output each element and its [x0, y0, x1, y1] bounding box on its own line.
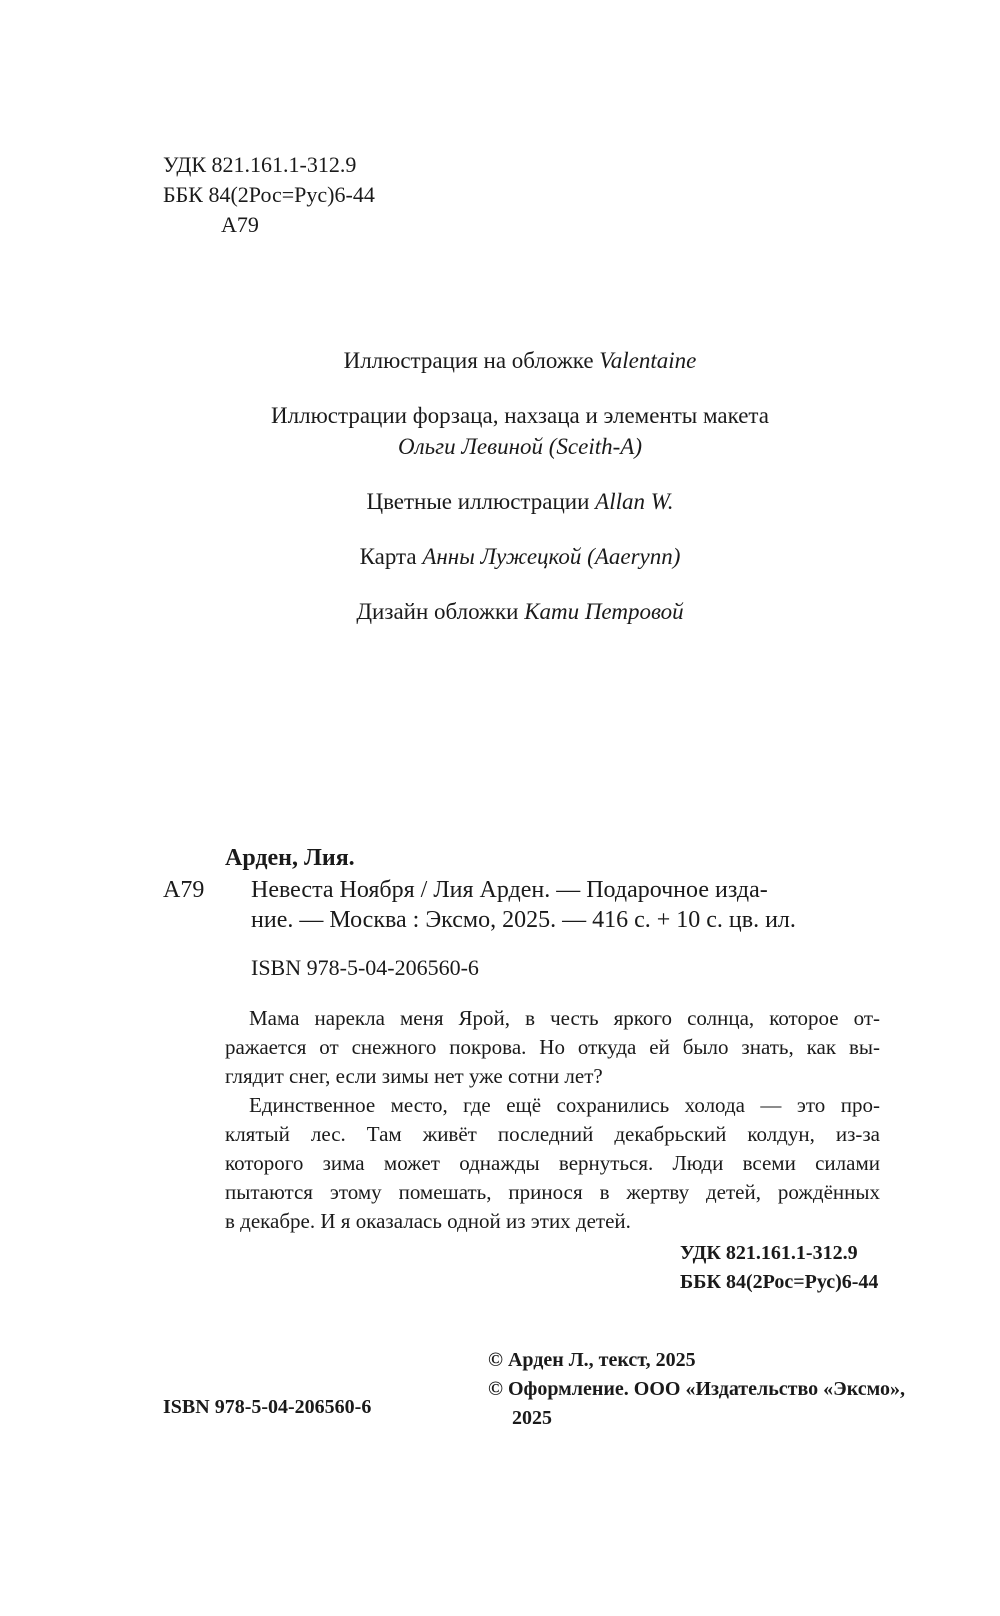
credit-endpapers	[160, 400, 880, 462]
copyright-text: © Арден Л., текст, 2025	[488, 1349, 696, 1371]
credit-cover-name: Valentaine	[599, 348, 697, 373]
annotation-paragraph	[225, 1004, 880, 1091]
credit-color-label: Цветные иллюстрации	[366, 489, 596, 514]
annotation-line: глядит снег, если зимы нет уже сотни лет?	[225, 1064, 603, 1088]
entry-author: Арден, Лия.	[225, 845, 355, 871]
credit-design-label: Дизайн обложки	[356, 599, 525, 624]
credit-cover-label: Иллюстрация на обложке	[343, 348, 600, 373]
entry-isbn: ISBN 978-5-04-206560-6	[251, 955, 479, 980]
annotation-line: которого зима может однажды вернуться. Люди всеми силами	[225, 1151, 880, 1175]
annotation-line: Единственное место, где ещё сохранились холода — это про-	[249, 1093, 880, 1117]
credit-color-name: Allan W.	[595, 489, 674, 514]
copyright-design: © Оформление. ООО «Издательство «Эксмо»,	[488, 1378, 905, 1400]
annotation	[225, 1004, 880, 1236]
annotation-line: в декабре. И я оказалась одной из этих детей.	[225, 1209, 631, 1233]
udk-code: УДК 821.161.1-312.9	[163, 152, 357, 177]
credit-cover	[160, 345, 880, 376]
isbn-bottom: ISBN 978-5-04-206560-6	[163, 1396, 372, 1418]
annotation-line: клятый лес. Там живёт последний декабрьский колдун, из-за	[225, 1122, 880, 1146]
udk-code-bottom: УДК 821.161.1-312.9	[680, 1242, 858, 1264]
annotation-line: ражается от снежного покрова. Но откуда ей было знать, как вы-	[225, 1035, 880, 1059]
classification-block	[163, 150, 375, 240]
copyright-design-year: 2025	[512, 1407, 552, 1429]
credits-block	[160, 345, 880, 651]
credit-endpapers-name: Ольги Левиной (Sceith-A)	[398, 434, 642, 459]
annotation-line: Мама нарекла меня Ярой, в честь яркого солнца, которое от-	[249, 1006, 880, 1030]
entry-description-line: ние. — Москва : Эксмо, 2025. — 416 с. + 10 с. цв. ил.	[251, 907, 796, 933]
codes-block	[680, 1239, 878, 1297]
copyright-block	[488, 1346, 905, 1433]
credit-map-name: Анны Лужецкой (Aaerynn)	[422, 544, 681, 569]
credit-endpapers-label: Иллюстрации форзаца, нахзаца и элементы макета	[271, 403, 769, 428]
credit-color	[160, 486, 880, 517]
bbk-code: ББК 84(2Рос=Рус)6-44	[163, 182, 375, 207]
entry-description-line: Невеста Ноября / Лия Арден. — Подарочное изда-	[251, 877, 768, 903]
credit-design	[160, 596, 880, 627]
annotation-paragraph	[225, 1091, 880, 1236]
credit-map-label: Карта	[359, 544, 423, 569]
author-sign: А79	[221, 212, 259, 237]
entry-description	[251, 875, 879, 935]
annotation-line: пытаются этому помешать, принося в жертву детей, рождённых	[225, 1180, 880, 1204]
credit-design-name: Кати Петровой	[524, 599, 684, 624]
entry-code: А79	[163, 877, 205, 903]
credit-map	[160, 541, 880, 572]
bbk-code-bottom: ББК 84(2Рос=Рус)6-44	[680, 1271, 879, 1293]
